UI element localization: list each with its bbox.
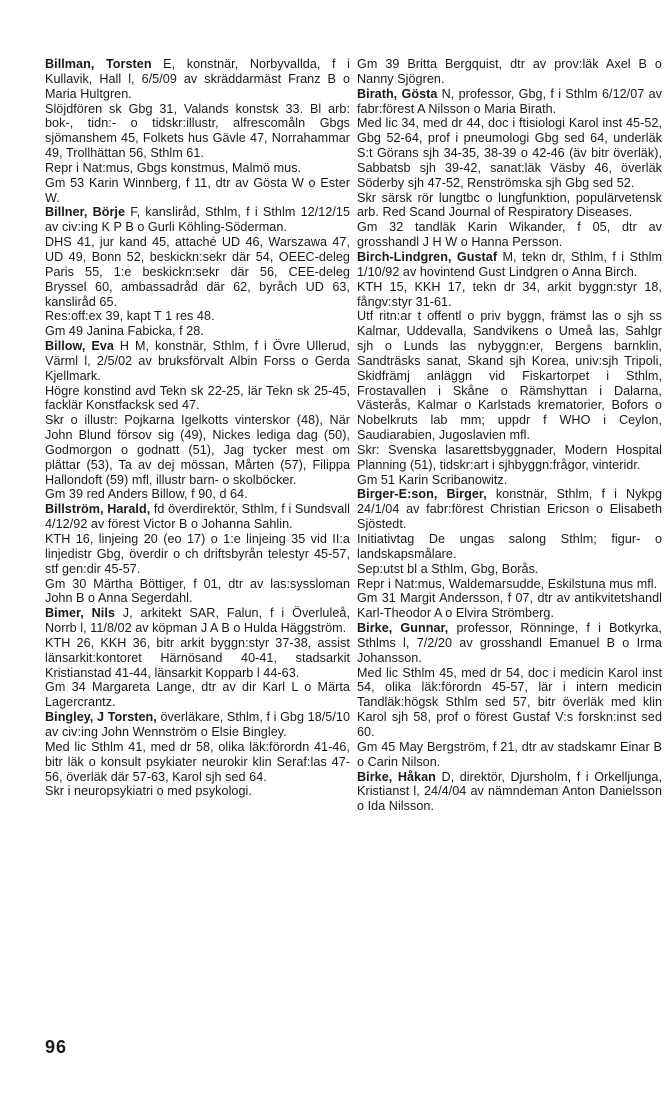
entry-text: professor, Rönninge, f i Botkyrka, Sthlms l, 7/2/20 av grosshandl Emanuel B o Irma Johansson. (357, 621, 662, 665)
entry-text: KTH 15, KKH 17, tekn dr 34, arkit byggn:styr 18, fångv:styr 31-61. (357, 279, 662, 309)
entry-text: Repr i Nat:mus, Waldemarsudde, Eskilstuna mus mfl. (357, 576, 658, 591)
entry-text: Med lic Sthlm 41, med dr 58, olika läk:förordn 41-46, bitr läk o konsult psykiater neurokir klin Seraf:las 47-56, överläk där 57-63, Karol sjh sed 64. (45, 739, 350, 784)
entry-text: Skr: Svenska lasarettsbyggnader, Modern Hospital Planning (51), tidskr:art i sjhbyggn:frågor, vinteridr. (357, 442, 662, 472)
entry-paragraph (357, 87, 662, 117)
entry-text: Slöjdfören sk Gbg 31, Valands konstsk 33. Bl arb: bok-, tidn:- o tidskr:illustr, alfrescomåln Gbgs sjömanshem 45, Folkets hus Gävle 47, Norrahammar 49, Trollhättan 56, Sthlm 61. (45, 101, 350, 161)
entry-text: Initiativtag De ungas salong Sthlm; figur- o landskapsmålare. (357, 532, 662, 561)
entry-text: överläkare, Sthlm, f i Gbg 18/5/10 av civ:ing John Wennström o Elsie Bingley. (45, 710, 351, 739)
entry-text: Gm 53 Karin Winnberg, f 11, dtr av Gösta W o Ester W. (45, 175, 350, 205)
entry-paragraph (45, 532, 350, 577)
entry-paragraph (45, 413, 350, 487)
biography-entry (45, 606, 350, 710)
entry-text: DHS 41, jur kand 45, attaché UD 46, Warszawa 47, UD 49, Bonn 52, beskickn:sekr där 54, OEEC-deleg Paris 55, 1:e beskickn:sekr där 56, CEE-deleg Bryssel 60, ambassadråd där 62, byråch UD 63, kansliråd 65. (45, 235, 350, 309)
entry-paragraph (45, 502, 350, 532)
entry-name: Billow, Eva (45, 339, 114, 354)
biography-entry (357, 487, 662, 621)
entry-text: Res:off:ex 39, kapt T 1 res 48. (45, 309, 215, 324)
entry-text: Gm 30 Märtha Böttiger, f 01, dtr av las:syssloman John B o Anna Segerdahl. (45, 576, 350, 606)
entry-text: Skr i neuropsykiatri o med psykologi. (45, 784, 252, 799)
entry-paragraph (45, 606, 350, 636)
biography-entry (357, 770, 662, 815)
entry-text: Med lic 34, med dr 44, doc i ftisiologi Karol inst 45-52, Gbg 52-64, prof i pneumologi Gbg sed 64, underläk S:t Görans sjh 34-35, 38-39 o 42-46 (äv bitr överläk), Sabbatsb sjh 39-42, sanat:läk Väsby 46, överläk Söderby sjh 47-52, Renströmska sjh Gbg sed 52. (357, 116, 662, 190)
entry-text: Gm 49 Janina Fabicka, f 28. (45, 324, 204, 339)
entry-text: Gm 31 Margit Andersson, f 07, dtr av antikvitetshandl Karl-Theodor A o Elvira Strömberg. (357, 591, 662, 621)
entry-text: Gm 51 Karin Scribanowitz. (357, 472, 508, 487)
entry-paragraph (45, 740, 350, 785)
entry-text: Repr i Nat:mus, Gbgs konstmus, Malmö mus. (45, 160, 302, 175)
right-column (357, 57, 662, 814)
entry-text: M, tekn dr, Sthlm, f i Sthlm 1/10/92 av hovintend Gust Lindgren o Anna Birch. (357, 249, 662, 279)
entry-paragraph (357, 116, 662, 190)
entry-paragraph (357, 57, 662, 87)
entry-paragraph (357, 577, 662, 592)
biography-entry (45, 205, 350, 339)
entry-text: F, kansliråd, Sthlm, f i Sthlm 12/12/15 av civ:ing K P B o Gurli Köhling-Söderman. (45, 205, 351, 235)
entry-paragraph (45, 680, 350, 710)
entry-text: Gm 39 red Anders Billow, f 90, d 64. (45, 487, 248, 502)
entry-paragraph (357, 191, 662, 221)
entry-paragraph (357, 591, 662, 621)
entry-text: Gm 34 Margareta Lange, dtr av dir Karl L o Märta Lagercrantz. (45, 680, 350, 710)
entry-text: J, arkitekt SAR, Falun, f i Överluleå, Norrb l, 11/8/02 av köpman J A B o Hulda Häggström. (45, 606, 350, 636)
entry-paragraph (357, 250, 662, 280)
entry-text: D, direktör, Djursholm, f i Orkelljunga, Kristianst l, 24/4/04 av nämndeman Anton Danielsson o Ida Nilsson. (357, 769, 662, 814)
entry-text: Gm 32 tandläk Karin Wikander, f 05, dtr av grosshandl J H W o Hanna Persson. (357, 220, 662, 250)
entry-text: Sep:utst bl a Sthlm, Gbg, Borås. (357, 561, 539, 576)
entry-paragraph (45, 384, 350, 414)
entry-paragraph (357, 532, 662, 562)
entry-paragraph (357, 220, 662, 250)
entry-paragraph (357, 770, 662, 815)
entry-text: Gm 45 May Bergström, f 21, dtr av stadskamr Einar B o Carin Nilson. (357, 739, 662, 769)
entry-text: Skr särsk rör lungtbc o lungfunktion, populärvetensk arb. Red Scand Journal of Respiratory Diseases. (357, 190, 662, 220)
entry-text: Gm 39 Britta Bergquist, dtr av prov:läk Axel B o Nanny Sjögren. (357, 57, 662, 86)
entry-paragraph (45, 324, 350, 339)
entry-name: Bingley, J Torsten, (45, 710, 157, 725)
entry-paragraph (45, 577, 350, 607)
entry-name: Birath, Gösta (357, 86, 438, 101)
entry-paragraph (357, 621, 662, 666)
entry-paragraph (357, 280, 662, 310)
entry-text: Utf ritn:ar t offentl o priv byggn, främst las o sjh ss Kalmar, Uddevalla, Sandvikens o Umeå las, Sahlgr sjh o Lunds las nybyggn:er, Bergens barnklin, Sandträsks sanat, Skand sjh Korea, univ:sjh Tripoli, Skidfrämj anläggn vid Fiskartorpet i Sthlm, Frostavallen i Skåne o Rämshyttan i Dalarna, Västerås, Kalmar o Karlstads krematorier, Bofors o Nobelkruts lab mm; uppdr f WHO i Ceylon, Saudiarabien, Jugoslavien mfl. (357, 309, 662, 443)
biography-entry (45, 339, 350, 502)
entry-paragraph (357, 562, 662, 577)
entry-paragraph (357, 666, 662, 740)
entry-text: H M, konstnär, Sthlm, f i Övre Ullerud, Värml l, 2/5/02 av bruksförvalt Albin Forss o Gerda Kjellmark. (45, 339, 350, 383)
entry-paragraph (45, 487, 350, 502)
entry-paragraph (45, 205, 350, 235)
entry-name: Bimer, Nils (45, 606, 115, 621)
entry-paragraph (357, 443, 662, 473)
entry-paragraph (45, 235, 350, 309)
entry-paragraph (357, 740, 662, 770)
entry-paragraph (45, 636, 350, 681)
biography-entry (357, 57, 662, 87)
entry-paragraph (45, 57, 350, 102)
entry-name: Billner, Börje (45, 205, 126, 220)
left-column (45, 57, 350, 799)
entry-text: E, konstnär, Norbyvallda, f i Kullavik, Hall l, 6/5/09 av skräddarmäst Franz B o Maria Hultgren. (45, 57, 350, 101)
entry-paragraph (45, 161, 350, 176)
biography-entry (357, 250, 662, 488)
entry-paragraph (357, 473, 662, 488)
entry-paragraph (45, 102, 350, 161)
entry-text: KTH 26, KKH 36, bitr arkit byggn:styr 37-38, assist länsarkit:kontoret Härnösand 40-41, stadsarkit Kristianstad 41-44, länsarkit Kopparb l 44-63. (45, 635, 350, 680)
entry-text: N, professor, Gbg, f i Sthlm 6/12/07 av fabr:förest A Nilsson o Maria Birath. (357, 86, 662, 116)
entry-text: KTH 16, linjeing 20 (eo 17) o 1:e linjeing 35 vid II:a linjedistr Gbg, överdir o ch driftsbyrån telestyr 45-57, stf gen:dir 45-57. (45, 532, 350, 576)
entry-text: Högre konstind avd Tekn sk 22-25, lär Tekn sk 25-45, facklär Konstfacksk sed 47. (45, 383, 350, 413)
entry-paragraph (45, 309, 350, 324)
biography-entry (45, 502, 350, 606)
biography-entry (45, 710, 350, 799)
entry-paragraph (45, 710, 350, 740)
entry-text: Med lic Sthlm 45, med dr 54, doc i medicin Karol inst 54, olika läk:förordn 45-57, lär i intern medicin Tandläk:högsk Sthlm sed 57, bitr överläk med klin Karol sjh 58, prof o förest Gustaf V:s forskn:inst sed 60. (357, 665, 662, 739)
entry-name: Birch-Lindgren, Gustaf (357, 249, 498, 264)
entry-paragraph (357, 309, 662, 443)
entry-paragraph (357, 487, 662, 532)
page-number: 96 (45, 1037, 68, 1057)
biography-entry (357, 621, 662, 769)
entry-paragraph (45, 339, 350, 384)
biography-entry (357, 87, 662, 250)
entry-text: Skr o illustr: Pojkarna Igelkotts vinterskor (48), När John Blund försov sig (49), Nickes lediga dag (50), Godmorgon o godnatt (51), Jag tycker mest om plättar (53), Ta av dej mössan, Mårten (57), Filippa Hallondoft (59) mfl, illustr barn- o skolböcker. (45, 413, 350, 487)
biography-entry (45, 57, 350, 205)
entry-name: Birger-E:son, Birger, (357, 487, 487, 502)
entry-name: Birke, Håkan (357, 769, 436, 784)
entry-name: Billman, Torsten (45, 57, 152, 71)
entry-text: fd överdirektör, Sthlm, f i Sundsvall 4/12/92 av förest Victor B o Johanna Sahlin. (45, 502, 350, 532)
entry-name: Birke, Gunnar, (357, 621, 449, 636)
entry-paragraph (45, 176, 350, 206)
entry-name: Billström, Harald, (45, 502, 151, 517)
entry-text: konstnär, Sthlm, f i Nykpg 24/1/04 av fabr:förest Christian Ericson o Elisabeth Sjöstedt. (357, 487, 663, 532)
entry-paragraph (45, 784, 350, 799)
